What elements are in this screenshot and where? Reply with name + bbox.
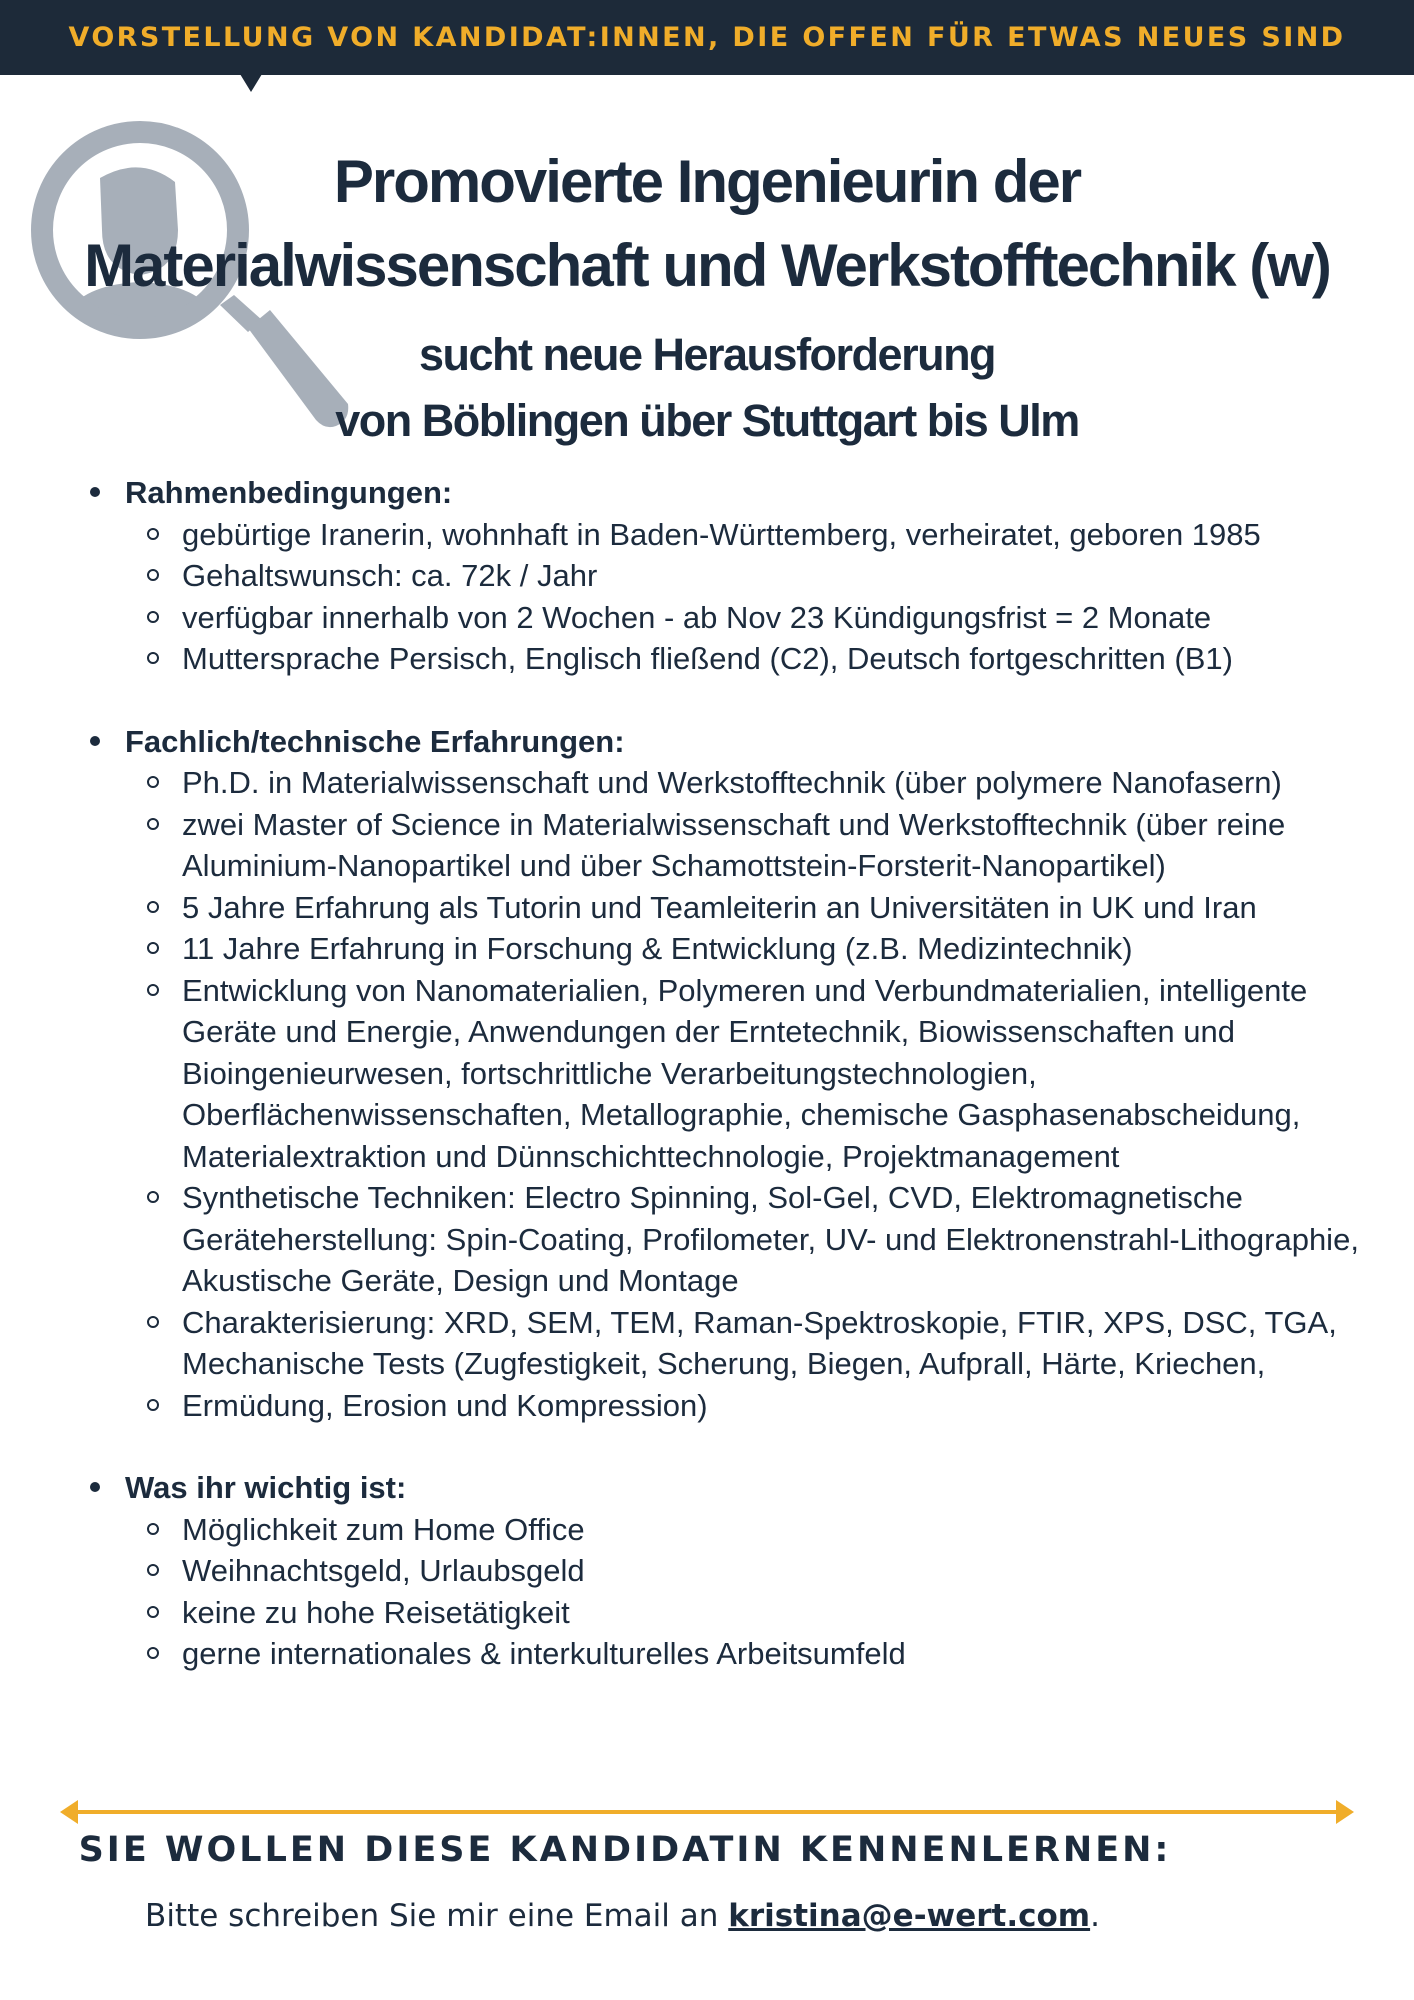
list-item [125, 514, 1370, 556]
list-item-text: Ph.D. in Materialwissenschaft und Werkstofftechnik (über polymere Nanofasern) [182, 765, 1282, 800]
bullet-icon [90, 736, 100, 746]
section-heading: Was ihr wichtig ist: [125, 1470, 407, 1505]
list-item [125, 762, 1370, 804]
list-item-text: zwei Master of Science in Materialwissenschaft und Werkstofftechnik (über reine Aluminium-Nanopartikel und über Schamottstein-Forsterit-Nanopartikel) [182, 806, 1286, 883]
circle-bullet-icon [147, 942, 159, 954]
list-item-text: Ermüdung, Erosion und Kompression) [182, 1387, 708, 1423]
cta-text-before: Bitte schreiben Sie mir eine Email an [145, 1898, 729, 1934]
list-item [125, 555, 1370, 597]
circle-bullet-icon [147, 1647, 159, 1659]
cta-text [0, 1898, 1245, 1934]
list-item-text: 11 Jahre Erfahrung in Forschung & Entwicklung (z.B. Medizintechnik) [182, 931, 1133, 966]
list-item-text: 5 Jahre Erfahrung als Tutorin und Teamleiterin an Universitäten in UK und Iran [182, 889, 1257, 925]
section-1 [90, 721, 1370, 1427]
list-item-text: Muttersprache Persisch, Englisch fließend (C2), Deutsch fortgeschritten (B1) [182, 641, 1233, 676]
list-item [125, 1302, 1370, 1385]
list-item [125, 638, 1370, 680]
list-item [125, 887, 1370, 929]
section-2 [90, 1467, 1370, 1675]
subtitle-line-1: sucht neue Herausforderung [418, 329, 996, 380]
list-item [125, 1177, 1370, 1302]
circle-bullet-icon [147, 1523, 159, 1535]
circle-bullet-icon [147, 776, 159, 788]
page-title-line-2: Materialwissenschaft und Werkstofftechnik (w) [84, 232, 1330, 299]
list-item [125, 1633, 1370, 1675]
list-item [125, 970, 1370, 1178]
circle-bullet-icon [147, 1399, 159, 1411]
list-item [125, 1550, 1370, 1592]
list-item [125, 1385, 1370, 1427]
circle-bullet-icon [147, 1316, 159, 1328]
list-item-text: Gehaltswunsch: ca. 72k / Jahr [182, 558, 598, 593]
section-0 [90, 472, 1370, 680]
section-heading: Rahmenbedingungen: [125, 475, 453, 510]
list-item-text: Synthetische Techniken: Electro Spinning, Sol-Gel, CVD, Elektromagnetische Geräteherstellung: Spin-Coating, Profilometer, UV- und Elektronenstrahl-Lithographie, Akustische Geräte, Design und Montage [182, 1180, 1359, 1298]
bullet-icon [90, 1482, 100, 1492]
subtitle-line-2: von Böblingen über Stuttgart bis Ulm [335, 395, 1079, 446]
circle-bullet-icon [147, 611, 159, 623]
list-item-text: Weihnachtsgeld, Urlaubsgeld [182, 1553, 585, 1588]
list-item-text: Entwicklung von Nanomaterialien, Polymeren und Verbundmaterialien, intelligente Geräte und Energie, Anwendungen der Erntetechnik, Biowissenschaften und Bioingenieurwesen, fortschrittliche Verarbeitungstechnologien, Oberflächenwissenschaften, Metallographie, chemische Gasphasenabscheidung, Materialextraktion und Dünnschichttechnologie, Projektmanagement [182, 972, 1308, 1174]
candidate-details [90, 472, 1370, 1716]
bullet-icon [90, 487, 100, 497]
cta-text-after: . [1090, 1898, 1100, 1934]
circle-bullet-icon [147, 1191, 159, 1203]
circle-bullet-icon [147, 1606, 159, 1618]
cta-heading: SIE WOLLEN DIESE KANDIDATIN KENNENLERNEN: [78, 1830, 1172, 1870]
section-heading: Fachlich/technische Erfahrungen: [125, 723, 625, 759]
list-item-text: verfügbar innerhalb von 2 Wochen - ab Nov 23 Kündigungsfrist = 2 Monate [182, 599, 1212, 635]
circle-bullet-icon [147, 818, 159, 830]
list-item-text: gebürtige Iranerin, wohnhaft in Baden-Württemberg, verheiratet, geboren 1985 [182, 516, 1261, 552]
page-title-line-1: Promovierte Ingenieurin der [333, 148, 1081, 215]
circle-bullet-icon [147, 569, 159, 581]
list-item [125, 1509, 1370, 1551]
banner-text: VORSTELLUNG VON KANDIDAT:INNEN, DIE OFFEN FÜR ETWAS NEUES SIND [68, 22, 1346, 53]
circle-bullet-icon [147, 984, 159, 996]
list-item [125, 804, 1370, 887]
list-item-text: gerne internationales & interkulturelles Arbeitsumfeld [182, 1636, 906, 1671]
header-banner [0, 0, 1414, 75]
circle-bullet-icon [147, 528, 159, 540]
circle-bullet-icon [147, 652, 159, 664]
section-items [125, 514, 1370, 680]
email-link[interactable]: kristina@e-wert.com [728, 1898, 1091, 1934]
title-block [50, 140, 1364, 454]
banner-pointer [240, 74, 262, 92]
section-items [125, 762, 1370, 1426]
double-arrow-divider [60, 1797, 1354, 1827]
list-item [125, 1592, 1370, 1634]
list-item [125, 597, 1370, 639]
circle-bullet-icon [147, 901, 159, 913]
list-item-text: Möglichkeit zum Home Office [182, 1511, 585, 1547]
list-item-text: keine zu hohe Reisetätigkeit [182, 1594, 570, 1630]
circle-bullet-icon [147, 1564, 159, 1576]
section-items [125, 1509, 1370, 1675]
list-item [125, 928, 1370, 970]
list-item-text: Charakterisierung: XRD, SEM, TEM, Raman-Spektroskopie, FTIR, XPS, DSC, TGA, Mechanische Tests (Zugfestigkeit, Scherung, Biegen, Aufprall, Härte, Kriechen, [182, 1304, 1337, 1381]
